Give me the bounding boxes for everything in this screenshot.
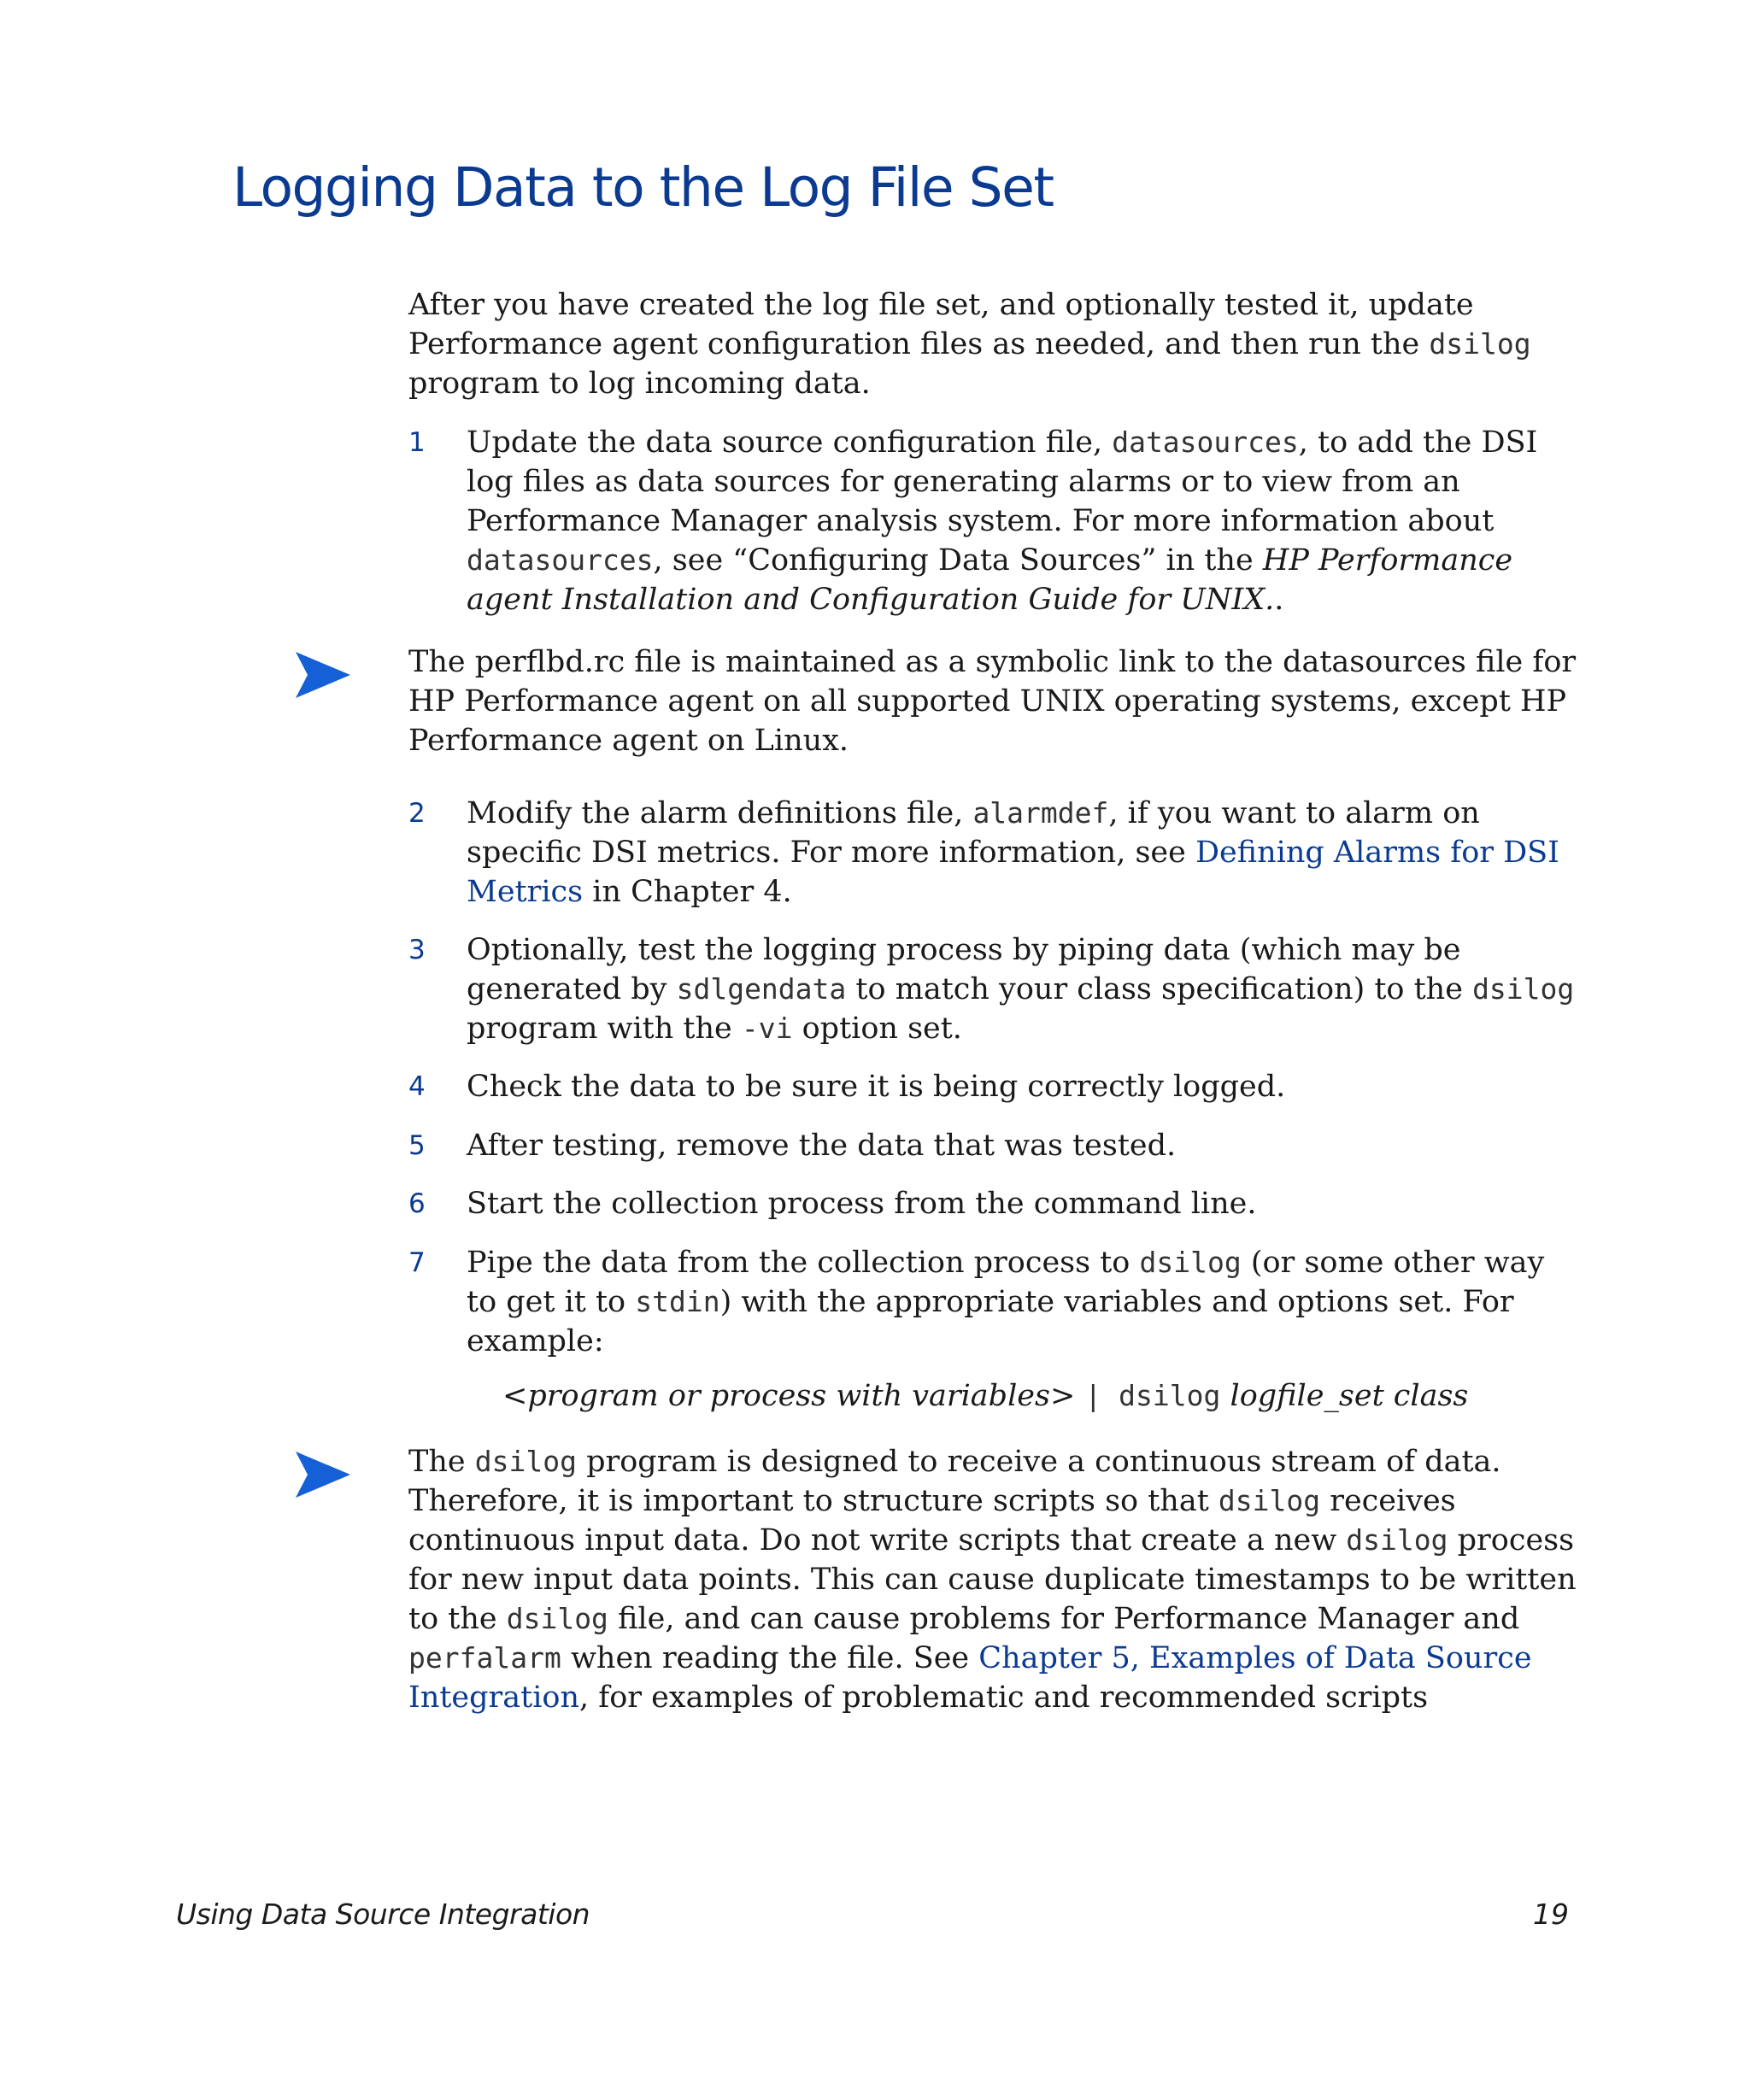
step-text-segment: (or some other way to get it to bbox=[467, 1246, 1545, 1319]
note-text-segment: process for new input data points. This can cause duplicate timestamps to be written to the bbox=[408, 1523, 1577, 1636]
step-code: dsilog bbox=[1139, 1246, 1242, 1279]
example-arguments: logfile_set class bbox=[1230, 1379, 1469, 1413]
step-code: datasources bbox=[467, 543, 654, 577]
intro-paragraph bbox=[408, 285, 1579, 403]
step-number: 1 bbox=[408, 427, 426, 458]
note-text-segment: file, and can cause problems for Performance Manager and bbox=[608, 1602, 1520, 1636]
step-number: 5 bbox=[408, 1130, 426, 1161]
step-text bbox=[467, 423, 1579, 619]
step-code: alarmdef bbox=[972, 796, 1109, 830]
note-code: dsilog bbox=[1346, 1523, 1448, 1557]
step-text-segment: to match your class specification) to the bbox=[846, 972, 1473, 1006]
intro-command: dsilog bbox=[1429, 327, 1531, 361]
step-text-segment: , if you want to alarm on specific DSI metrics. For more information, see bbox=[467, 796, 1480, 870]
step-text-segment: in Chapter 4. bbox=[583, 875, 792, 909]
command-example bbox=[502, 1376, 1468, 1416]
note-text-segment: The bbox=[408, 1445, 475, 1479]
step-code: -vi bbox=[741, 1012, 793, 1045]
step-text-segment: program with the bbox=[467, 1012, 742, 1046]
note-code: dsilog bbox=[474, 1445, 577, 1478]
note-paragraph bbox=[408, 1442, 1579, 1717]
note-code: dsilog bbox=[506, 1602, 608, 1635]
step-code: sdlgendata bbox=[676, 972, 847, 1006]
step-number: 3 bbox=[408, 935, 426, 965]
note-arrow-icon bbox=[296, 652, 350, 698]
note-text-segment: when reading the file. See bbox=[561, 1641, 979, 1675]
step-number: 7 bbox=[408, 1247, 426, 1278]
step-text-segment: option set. bbox=[792, 1012, 962, 1046]
step-text bbox=[467, 930, 1579, 1048]
footer-page-number: 19 bbox=[1533, 1898, 1569, 1931]
step-text: Check the data to be sure it is being correctly logged. bbox=[467, 1070, 1286, 1104]
step-text-segment: , to add the DSI log files as data sources for generating alarms or to view from an Performance Manager analysis system. For more information about bbox=[467, 425, 1538, 538]
step-text-segment: . bbox=[1274, 583, 1284, 617]
step-text bbox=[467, 794, 1579, 912]
chapter-5-link[interactable]: Chapter 5, Examples of Data Source Integration bbox=[408, 1641, 1532, 1715]
example-command: | dsilog bbox=[1084, 1379, 1221, 1412]
step-code: stdin bbox=[635, 1285, 720, 1318]
step-text-segment: Modify the alarm definitions file, bbox=[467, 796, 973, 830]
intro-text: After you have created the log file set, and optionally tested it, update Performance agent configuration files as needed, and then run the bbox=[408, 288, 1474, 361]
step-code: dsilog bbox=[1472, 972, 1575, 1006]
defining-alarms-link[interactable]: Defining Alarms for DSI Metrics bbox=[467, 836, 1559, 909]
guide-title: HP Performance agent Installation and Configuration Guide for UNIX. bbox=[467, 543, 1513, 617]
step-number: 2 bbox=[408, 798, 426, 829]
step-text-segment: Pipe the data from the collection process to bbox=[467, 1246, 1140, 1280]
step-number: 6 bbox=[408, 1188, 426, 1219]
page-title: Logging Data to the Log File Set bbox=[232, 156, 1054, 219]
intro-text: program to log incoming data. bbox=[408, 367, 871, 401]
step-text bbox=[467, 1243, 1579, 1361]
step-text-segment: ) with the appropriate variables and options set. For example: bbox=[467, 1285, 1514, 1358]
step-text-segment: Optionally, test the logging process by piping data (which may be generated by bbox=[467, 933, 1461, 1006]
example-program-placeholder: <program or process with variables> bbox=[502, 1379, 1076, 1413]
note-paragraph: The perflbd.rc file is maintained as a symbolic link to the datasources file for HP Performance agent on all supported UNIX operating systems, except HP Performance agent on Linux. bbox=[408, 645, 1577, 758]
note-code: perfalarm bbox=[408, 1641, 561, 1675]
note-code: dsilog bbox=[1218, 1484, 1321, 1517]
step-text: After testing, remove the data that was tested. bbox=[467, 1129, 1177, 1163]
step-number: 4 bbox=[408, 1071, 426, 1102]
note-arrow-icon bbox=[296, 1452, 350, 1498]
step-text-segment: Update the data source configuration file, bbox=[467, 425, 1113, 460]
step-text: Start the collection process from the command line. bbox=[467, 1187, 1257, 1221]
step-text-segment: , see “Configuring Data Sources” in the bbox=[653, 543, 1263, 578]
note-text-segment: , for examples of problematic and recommended scripts bbox=[579, 1681, 1429, 1715]
step-code: datasources bbox=[1112, 425, 1299, 459]
note-text-segment: program is designed to receive a continuous stream of data. Therefore, it is important to structure scripts so that bbox=[408, 1445, 1501, 1518]
footer-chapter-title: Using Data Source Integration bbox=[176, 1898, 590, 1931]
note-text-segment: receives continuous input data. Do not write scripts that create a new bbox=[408, 1484, 1456, 1557]
